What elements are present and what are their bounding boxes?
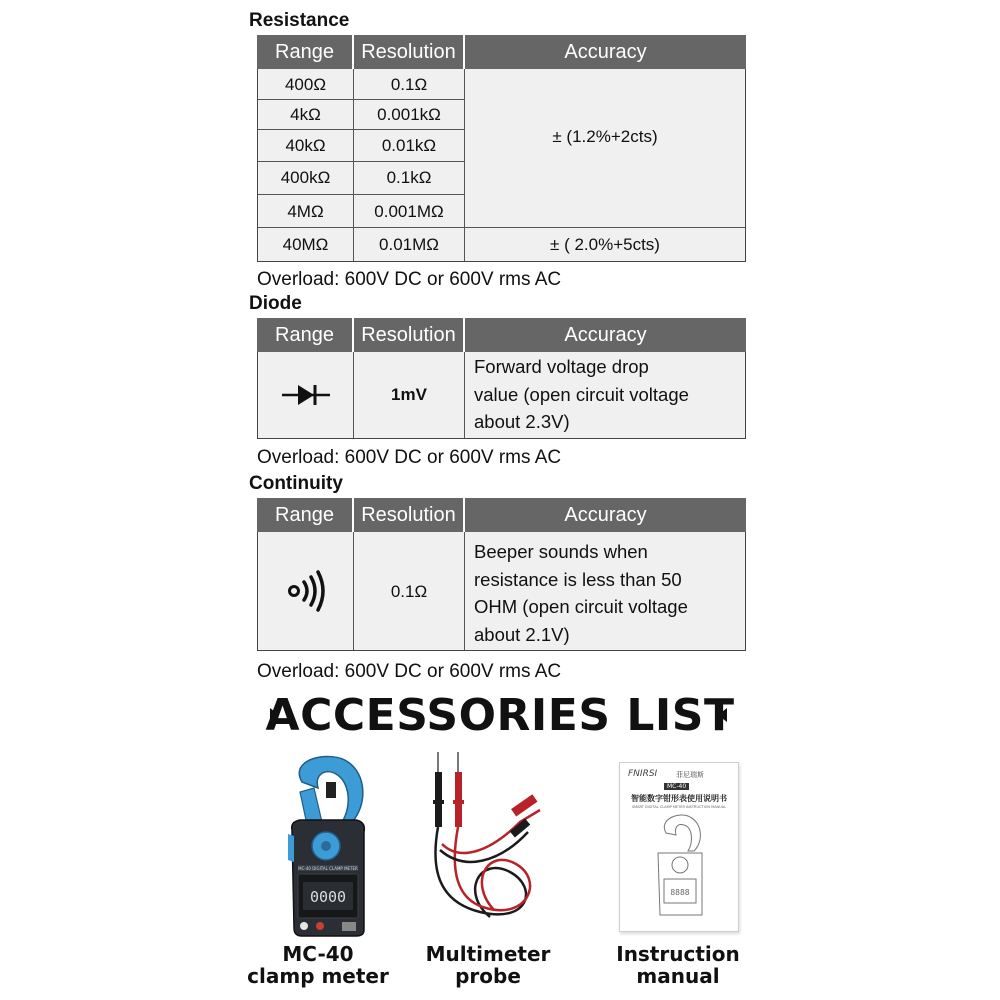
resolution-cell: 0.1kΩ xyxy=(386,168,432,187)
caption-line: clamp meter xyxy=(247,964,389,988)
caption-line: MC-40 xyxy=(282,942,354,966)
header-resolution: Resolution xyxy=(361,504,456,526)
resolution-cell: 0.1Ω xyxy=(390,75,428,94)
accessories-title: ACCESSORIES LIST xyxy=(265,690,735,741)
header-resolution: Resolution xyxy=(361,324,456,346)
diode-table xyxy=(257,318,746,440)
manual-title-cn: 智能数字钳形表使用说明书 xyxy=(631,794,727,803)
header-range: Range xyxy=(275,504,334,526)
accuracy-line: OHM (open circuit voltage xyxy=(474,596,688,617)
continuity-title: Continuity xyxy=(249,473,343,494)
manual-brand-cn: 菲尼瑞斯 xyxy=(676,771,704,779)
table-header xyxy=(257,35,746,69)
clamp-body-text: MC-40 DIGITAL CLAMP METER xyxy=(298,866,358,871)
resolution-cell: 0.1Ω xyxy=(390,582,428,601)
clamp-meter-image xyxy=(270,752,380,937)
accuracy-line: Beeper sounds when xyxy=(474,541,648,562)
resistance-overload: Overload: 600V DC or 600V rms AC xyxy=(257,269,562,290)
caption-line: Instruction xyxy=(616,942,740,966)
accuracy-line: about 2.3V) xyxy=(474,411,570,432)
range-cell: 400Ω xyxy=(284,75,327,94)
clamp-meter-caption xyxy=(238,943,398,987)
continuity-overload: Overload: 600V DC or 600V rms AC xyxy=(257,661,562,682)
accuracy-text xyxy=(474,538,744,648)
accuracy-line: about 2.1V) xyxy=(474,623,570,645)
range-cell: 4MΩ xyxy=(287,202,324,221)
diode-body xyxy=(257,352,746,439)
diode-title: Diode xyxy=(249,293,302,314)
accuracy-line: value (open circuit voltage xyxy=(474,383,689,405)
range-cell: 40MΩ xyxy=(282,235,329,254)
caption-line: Multimeter xyxy=(425,942,551,966)
table-header xyxy=(257,318,746,352)
accuracy-line: resistance is less than 50 xyxy=(474,568,682,590)
continuity-table xyxy=(257,498,746,652)
accuracy-text xyxy=(474,353,744,436)
resolution-cell: 0.01MΩ xyxy=(379,235,439,254)
probe-caption xyxy=(408,943,568,987)
resolution-cell: 1mV xyxy=(391,385,427,404)
manual-model: MC-40 xyxy=(664,783,689,790)
resistance-body xyxy=(257,69,746,262)
caption-line: probe xyxy=(455,964,521,988)
header-resolution: Resolution xyxy=(361,41,456,63)
header-accuracy: Accuracy xyxy=(564,324,647,346)
manual-meter-drawing xyxy=(650,813,710,918)
caption-line: manual xyxy=(636,964,720,988)
title-right-arrow-icon xyxy=(718,708,727,722)
resolution-cell: 0.001MΩ xyxy=(374,202,444,221)
manual-image xyxy=(619,762,739,932)
resolution-cell: 0.001kΩ xyxy=(377,105,441,124)
accuracy-line: Forward voltage drop xyxy=(474,356,649,377)
diode-icon xyxy=(282,384,330,406)
clamp-display-text: 0000 xyxy=(309,888,347,906)
resistance-table xyxy=(257,35,746,262)
continuity-beeper-icon xyxy=(286,570,330,612)
range-cell: 40kΩ xyxy=(285,136,326,155)
header-range: Range xyxy=(275,41,334,63)
header-accuracy: Accuracy xyxy=(564,504,647,526)
resistance-title: Resistance xyxy=(249,10,350,31)
header-range: Range xyxy=(275,324,334,346)
manual-caption xyxy=(598,943,758,987)
accuracy-cell: ± ( 2.0%+5cts) xyxy=(550,235,660,254)
table-header xyxy=(257,498,746,532)
manual-title-en: SMART DIGITAL CLAMP METER INSTRUCTION MANUAL xyxy=(631,805,727,809)
accuracy-cell: ± (1.2%+2cts) xyxy=(552,127,658,146)
probe-image xyxy=(420,752,550,937)
header-accuracy: Accuracy xyxy=(564,41,647,63)
range-cell: 4kΩ xyxy=(290,105,321,124)
manual-display-text: 8888 xyxy=(670,888,690,897)
range-cell: 400kΩ xyxy=(280,168,331,187)
continuity-body xyxy=(257,532,746,651)
diode-overload: Overload: 600V DC or 600V rms AC xyxy=(257,447,562,468)
resolution-cell: 0.01kΩ xyxy=(381,136,437,155)
manual-brand: FNIRSI xyxy=(628,769,658,779)
